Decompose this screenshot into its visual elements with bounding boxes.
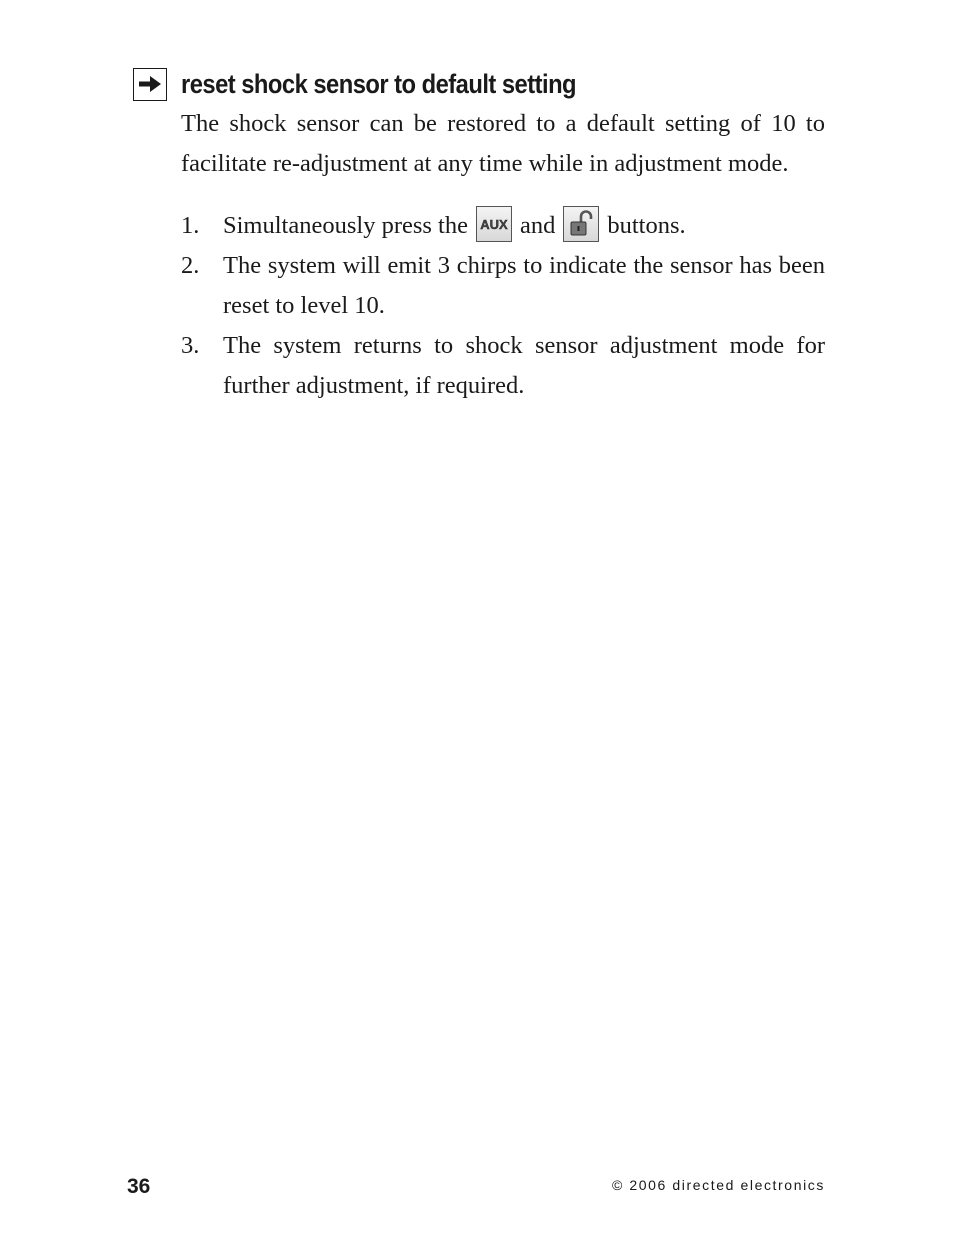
step-number: 2. xyxy=(181,252,200,279)
step-number: 1. xyxy=(181,212,200,239)
step-text: Simultaneously press the xyxy=(223,212,468,239)
list-item xyxy=(181,206,825,246)
step-text: buttons. xyxy=(607,212,686,239)
step-number: 3. xyxy=(181,332,200,359)
step-text: and xyxy=(519,212,556,239)
aux-button-icon-label: AUX xyxy=(480,217,508,233)
section-heading-row xyxy=(133,66,630,102)
unlock-icon xyxy=(563,206,599,242)
list-item xyxy=(181,246,825,326)
section-heading: reset shock sensor to default setting xyxy=(181,68,577,99)
step-text: The system will emit 3 chirps to indicate the sensor has been reset to level 10. xyxy=(223,252,825,319)
arrow-right-icon xyxy=(133,68,167,101)
aux-button-icon xyxy=(476,206,512,242)
copyright-notice: © 2006 directed electronics xyxy=(611,1177,825,1193)
list-item xyxy=(181,326,825,406)
steps-list xyxy=(181,206,825,406)
page-number: 36 xyxy=(127,1175,151,1198)
step-text: The system returns to shock sensor adjustment mode for further adjustment, if required. xyxy=(223,332,825,399)
intro-paragraph: The shock sensor can be restored to a default setting of 10 to facilitate re-adjustment at any time while in adjustment mode. xyxy=(181,110,825,177)
